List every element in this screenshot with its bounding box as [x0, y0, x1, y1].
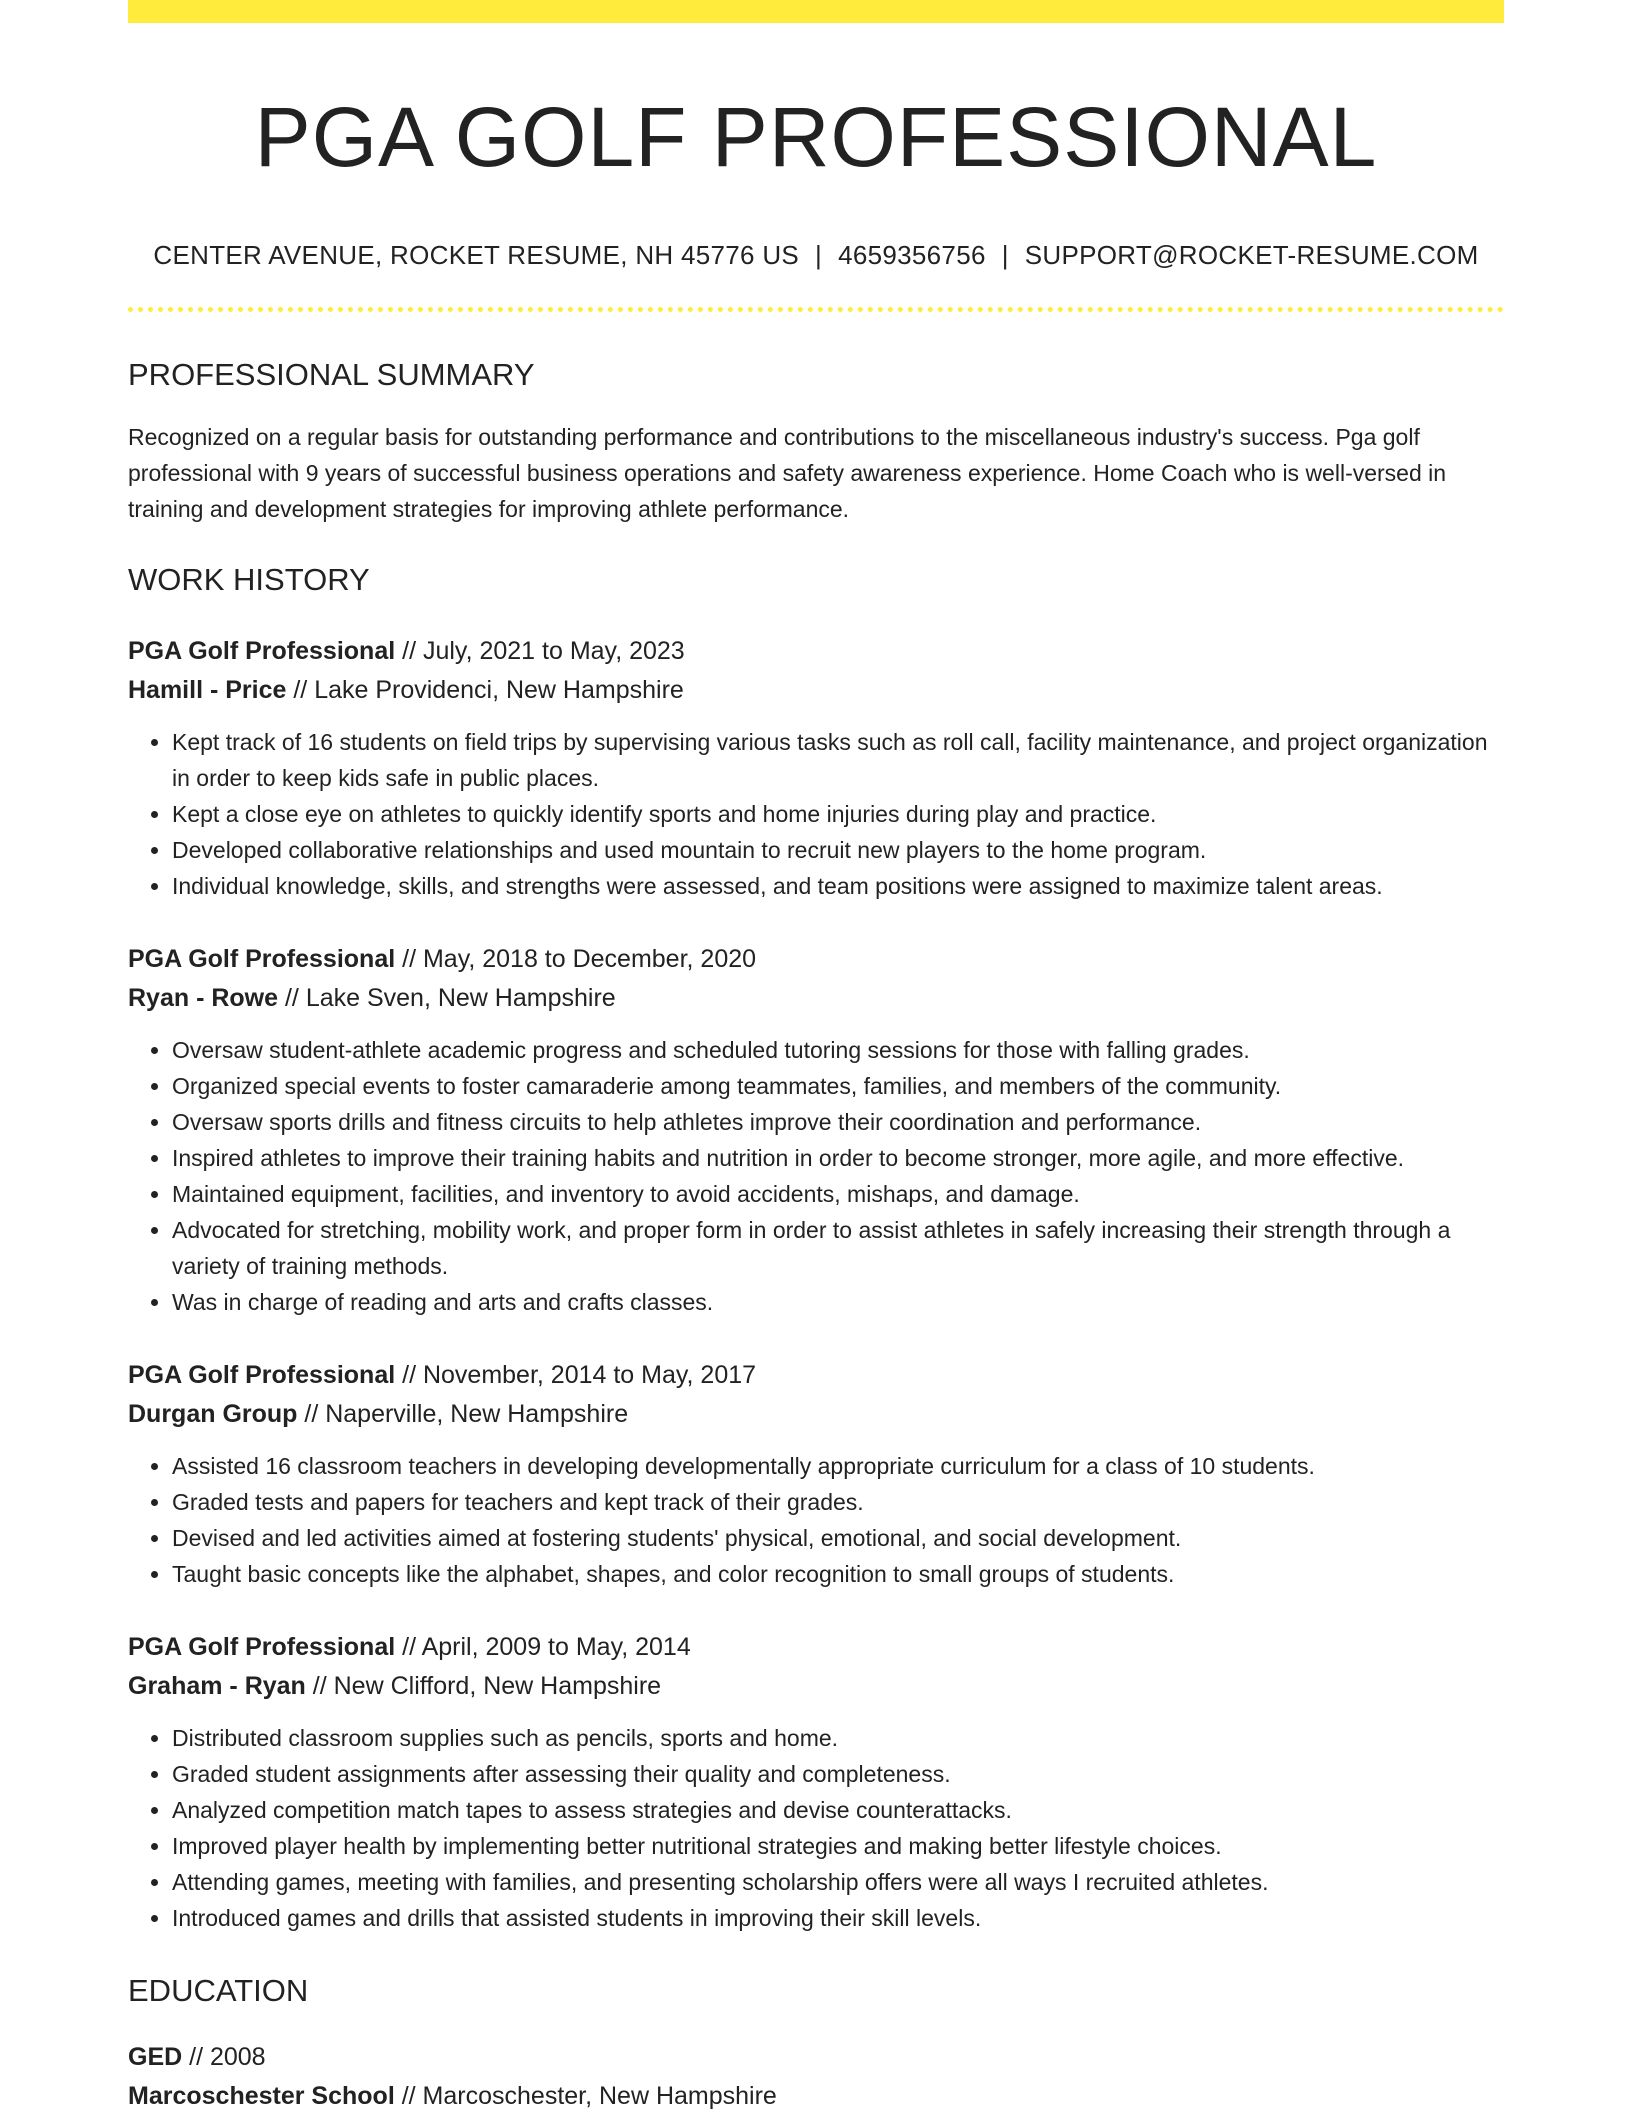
job-bullets — [128, 1448, 1504, 1592]
list-item: • Assisted 16 classroom teachers in developing developmentally appropriate curriculum for a class of 10 students. — [172, 1448, 1504, 1484]
job-dates: // November, 2014 to May, 2017 — [395, 1361, 757, 1390]
job-company: Hamill - Price — [128, 676, 287, 705]
education-heading: EDUCATION — [128, 1973, 309, 2009]
contact-separator: | — [1001, 239, 1009, 270]
list-item: • Advocated for stretching, mobility work, and proper form in order to assist athletes in safely increasing their strength through a variety of training methods. — [172, 1212, 1504, 1284]
list-item: • Individual knowledge, skills, and strengths were assessed, and team positions were assigned to maximize talent areas. — [172, 868, 1504, 904]
job-role: PGA Golf Professional — [128, 1633, 396, 1662]
job-location: // New Clifford, New Hampshire — [305, 1672, 662, 1701]
job-company-line — [128, 979, 1504, 1018]
job-company-line — [128, 1395, 1504, 1434]
education-degree-line — [128, 2038, 1504, 2077]
contact-email: SUPPORT@ROCKET-RESUME.COM — [1024, 239, 1479, 270]
education-year: // 2008 — [182, 2042, 266, 2071]
job-entry — [128, 940, 1504, 1320]
job-bullets — [128, 1032, 1504, 1320]
job-location: // Lake Sven, New Hampshire — [278, 984, 616, 1013]
list-item: • Devised and led activities aimed at fostering students' physical, emotional, and social development. — [172, 1520, 1504, 1556]
accent-top-bar — [128, 0, 1504, 23]
list-item: • Oversaw sports drills and fitness circuits to help athletes improve their coordination and performance. — [172, 1104, 1504, 1140]
list-item: • Was in charge of reading and arts and crafts classes. — [172, 1284, 1504, 1320]
job-title-line — [128, 1628, 1504, 1667]
contact-line — [128, 240, 1504, 271]
list-item: • Improved player health by implementing better nutritional strategies and making better lifestyle choices. — [172, 1828, 1504, 1864]
list-item: • Oversaw student-athlete academic progress and scheduled tutoring sessions for those with falling grades. — [172, 1032, 1504, 1068]
contact-separator: | — [815, 239, 823, 270]
job-dates: // July, 2021 to May, 2023 — [395, 637, 685, 666]
list-item: • Graded tests and papers for teachers and kept track of their grades. — [172, 1484, 1504, 1520]
contact-phone: 4659356756 — [838, 239, 986, 270]
work-history-heading: WORK HISTORY — [128, 562, 370, 598]
job-company: Graham - Ryan — [128, 1672, 306, 1701]
summary-heading: PROFESSIONAL SUMMARY — [128, 356, 535, 392]
job-role: PGA Golf Professional — [128, 637, 396, 666]
education-degree: GED — [128, 2042, 183, 2071]
education-school-line — [128, 2077, 1504, 2116]
list-item: • Organized special events to foster camaraderie among teammates, families, and members of the community. — [172, 1068, 1504, 1104]
list-item: • Introduced games and drills that assisted students in improving their skill levels. — [172, 1900, 1504, 1936]
job-dates: // May, 2018 to December, 2020 — [395, 945, 757, 974]
dotted-divider — [128, 307, 1504, 312]
job-company: Durgan Group — [128, 1400, 298, 1429]
job-title-line — [128, 632, 1504, 671]
job-role: PGA Golf Professional — [128, 945, 396, 974]
job-dates: // April, 2009 to May, 2014 — [395, 1633, 691, 1662]
summary-text: Recognized on a regular basis for outstanding performance and contributions to the miscellaneous industry's success. Pga golf professional with 9 years of successful business operations and safety awareness experience. Home Coach who is well-versed in training and development strategies for improving athlete performance. — [128, 424, 1447, 523]
job-entry — [128, 1356, 1504, 1592]
job-title-line — [128, 1356, 1504, 1395]
list-item: • Kept a close eye on athletes to quickly identify sports and home injuries during play and practice. — [172, 796, 1504, 832]
job-role: PGA Golf Professional — [128, 1361, 396, 1390]
list-item: • Attending games, meeting with families, and presenting scholarship offers were all ways I recruited athletes. — [172, 1864, 1504, 1900]
list-item: • Taught basic concepts like the alphabet, shapes, and color recognition to small groups of students. — [172, 1556, 1504, 1592]
job-entry — [128, 1628, 1504, 1936]
contact-address: CENTER AVENUE, ROCKET RESUME, NH 45776 US — [153, 239, 800, 270]
resume-title: PGA GOLF PROFESSIONAL — [254, 90, 1378, 184]
list-item: • Inspired athletes to improve their training habits and nutrition in order to become stronger, more agile, and more effective. — [172, 1140, 1504, 1176]
list-item: • Maintained equipment, facilities, and inventory to avoid accidents, mishaps, and damage. — [172, 1176, 1504, 1212]
job-title-line — [128, 940, 1504, 979]
list-item: • Distributed classroom supplies such as pencils, sports and home. — [172, 1720, 1504, 1756]
job-bullets — [128, 724, 1504, 904]
education-location: // Marcoschester, New Hampshire — [394, 2081, 777, 2110]
job-company-line — [128, 671, 1504, 710]
job-bullets — [128, 1720, 1504, 1936]
list-item: • Analyzed competition match tapes to assess strategies and devise counterattacks. — [172, 1792, 1504, 1828]
education-school: Marcoschester School — [128, 2081, 395, 2110]
job-location: // Naperville, New Hampshire — [297, 1400, 629, 1429]
job-location: // Lake Providenci, New Hampshire — [286, 676, 684, 705]
education-entry — [128, 2038, 1504, 2116]
job-company-line — [128, 1667, 1504, 1706]
list-item: • Kept track of 16 students on field trips by supervising various tasks such as roll call, facility maintenance, and project organization in order to keep kids safe in public places. — [172, 724, 1504, 796]
job-entry — [128, 632, 1504, 904]
job-company: Ryan - Rowe — [128, 984, 279, 1013]
list-item: • Developed collaborative relationships and used mountain to recruit new players to the home program. — [172, 832, 1504, 868]
resume-page — [128, 0, 1504, 2116]
list-item: • Graded student assignments after assessing their quality and completeness. — [172, 1756, 1504, 1792]
